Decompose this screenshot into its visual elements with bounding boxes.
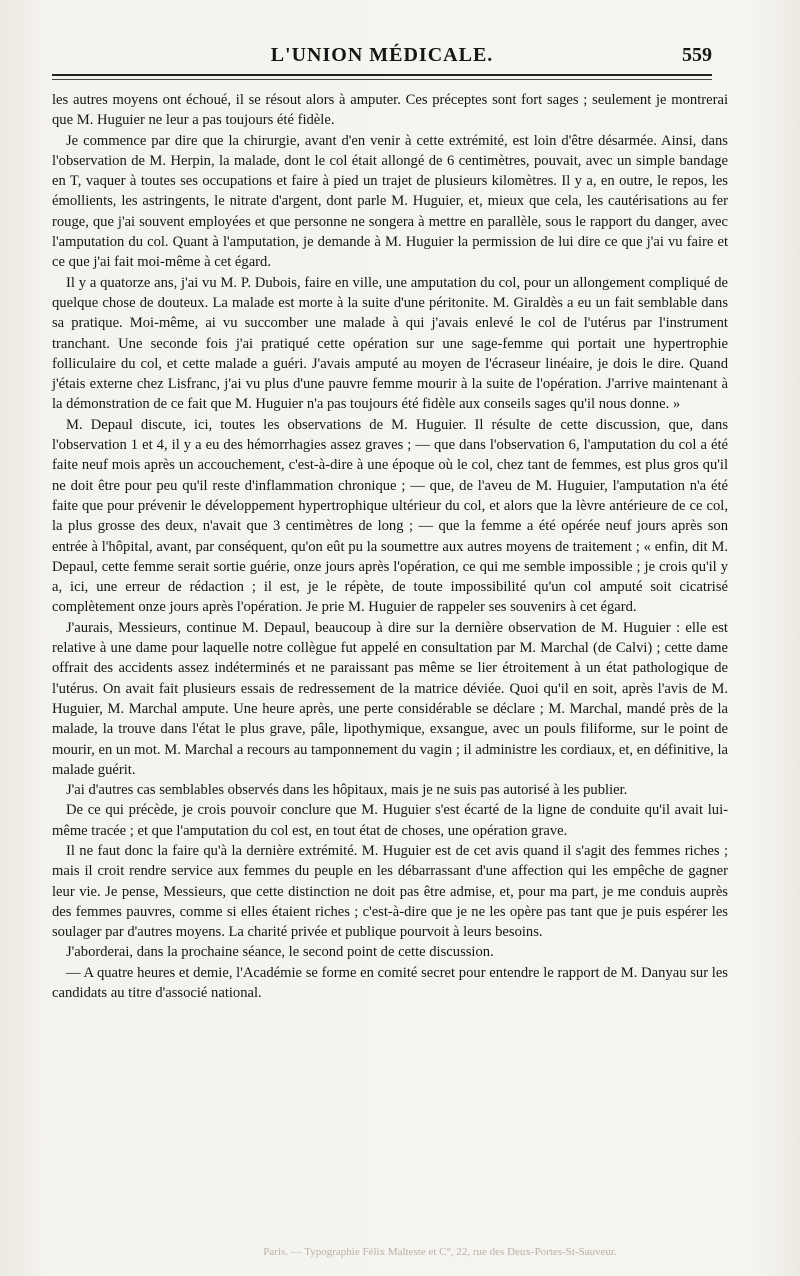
paragraph: Je commence par dire que la chirurgie, avant d'en venir à cette extrémité, est loin d'être désarmée. Ainsi, dans l'observation de M. Herpin, la malade, dont le col était allongé de 6 centimètres, pouvait, avec un simple bandage en T, vaquer à toutes ses occupations et faire à pied un trajet de plusieurs kilomètres. Il y a, en outre, le repos, les émollients, les astringents, le nitrate d'argent, dont parle M. Huguier, et, mieux que cela, les cautérisations au fer rouge, que j'ai souvent employées et que personne ne songera à mettre en parallèle, sous le rapport du danger, avec l'amputation du col. Quant à l'amputation, je demande à M. Huguier la permission de lui dire ce que j'ai vu faire et ce que j'ai fait moi-même à cet égard. bbox=[52, 132, 728, 271]
paragraph: Il ne faut donc la faire qu'à la dernière extrémité. M. Huguier est de cet avis quand il s'agit des femmes riches ; mais il croit rendre service aux femmes du peuple en les débarrassant d'une affection qui les empêche de gagner leur vie. Je pense, Messieurs, que cette distinction ne doit pas être admise, et, pour ma part, je me conduis auprès des femmes pauvres, comme si elles étaient riches ; c'est-à-dire que je ne les opère pas tant que je puis espérer les soulager par d'autres moyens. La charité privée et publique pourvoit à leurs besoins. bbox=[52, 842, 728, 941]
paragraph: M. Depaul discute, ici, toutes les observations de M. Huguier. Il résulte de cette discussion, que, dans l'observation 1 et 4, il y a eu des hémorrhagies assez graves ; — que dans l'observation 6, l'amputation du col a été faite neuf mois après un accouchement, c'est-à-dire à une époque où le col, chez tant de femmes, est plus gros qu'il ne doit être pour peu qu'il reste d'inflammation chronique ; — que, de l'aveu de M. Huguier, l'amputation n'a été faite que pour prévenir le développement hypertrophique ultérieur du col, et alors que la lèvre antérieure de ce col, la plus grosse des deux, n'avait que 3 centimètres de long ; — que la femme a été opérée neuf jours après son entrée à l'hôpital, avant, par conséquent, qu'on eût pu la soumettre aux autres moyens de traitement ; « enfin, dit M. Depaul, cette femme serait sortie guérie, onze jours après l'opération, ce qui me semble impossible ; je crois qu'il y a, ici, une erreur de rédaction ; il est, je le répète, de toute impossibilité qu'un col amputé soit cicatrisé complètement onze jours après l'opération. Je prie M. Huguier de rappeler ses souvenirs à cet égard. bbox=[52, 416, 728, 616]
article-body bbox=[52, 90, 728, 1003]
header-rule-thin bbox=[52, 79, 712, 80]
page-number: 559 bbox=[682, 44, 712, 66]
header-rule bbox=[52, 74, 712, 76]
running-header bbox=[52, 40, 712, 72]
paragraph: J'aborderai, dans la prochaine séance, le second point de cette discussion. bbox=[66, 944, 494, 961]
paragraph: les autres moyens ont échoué, il se résout alors à amputer. Ces préceptes sont fort sages ; seulement je montrerai que M. Huguier ne leur a pas toujours été fidèle. bbox=[52, 92, 728, 129]
paragraph: De ce qui précède, je crois pouvoir conclure que M. Huguier s'est écarté de la ligne de conduite qu'il avait lui-même tracée ; et que l'amputation du col est, en tout état de choses, une opération grave. bbox=[52, 802, 728, 839]
paragraph: J'ai d'autres cas semblables observés dans les hôpitaux, mais je ne suis pas autorisé à les publier. bbox=[66, 782, 628, 799]
printer-imprint: Paris. — Typographie Félix Malteste et C°, 22, rue des Deux-Portes-St-Sauveur. bbox=[263, 1246, 617, 1258]
paragraph: J'aurais, Messieurs, continue M. Depaul, beaucoup à dire sur la dernière observation de M. Huguier : elle est relative à une dame pour laquelle notre collègue fut appelé en consultation par M. Marchal (de Calvi) ; cette dame offrait des accidents assez indéterminés et ne paraissant pas même se lier étroitement à un état pathologique de l'utérus. On avait fait plusieurs essais de redressement de la matrice déviée. Quoi qu'il en soit, après l'avis de M. Huguier, M. Marchal ampute. Une heure après, une perte considérable se déclare ; M. Marchal, mandé près de la malade, la trouve dans l'état le plus grave, pâle, lipothymique, exsangue, avec un pouls filiforme, sur le point de mourir, en un mot. M. Marchal a recours au tamponnement du vagin ; il administre les cordiaux, et, en définitive, la malade guérit. bbox=[52, 619, 728, 778]
journal-title: L'UNION MÉDICALE. bbox=[270, 44, 494, 66]
paragraph: Il y a quatorze ans, j'ai vu M. P. Dubois, faire en ville, une amputation du col, pour un allongement compliqué de quelque chose de douteux. La malade est morte à la suite d'une péritonite. M. Giraldès a eu un fait semblable dans sa pratique. Moi-même, ai vu succomber une malade à qui j'avais enlevé le col de l'utérus par l'instrument tranchant. Une seconde fois j'ai pratiqué cette opération sur une sage-femme qui portait une hypertrophie folliculaire du col, et cette malade a guéri. J'avais amputé au moyen de l'écraseur linéaire, je dois le dire. Quand j'étais externe chez Lisfranc, j'ai vu plus d'une pauvre femme mourir à la suite de l'opération. J'arrive maintenant à la démonstration de ce fait que M. Huguier n'a pas toujours été fidèle aux conseils sages qu'il nous donne. » bbox=[52, 274, 728, 413]
paragraph: — A quatre heures et demie, l'Académie se forme en comité secret pour entendre le rapport de M. Danyau sur les candidats au titre d'associé national. bbox=[52, 964, 728, 1002]
